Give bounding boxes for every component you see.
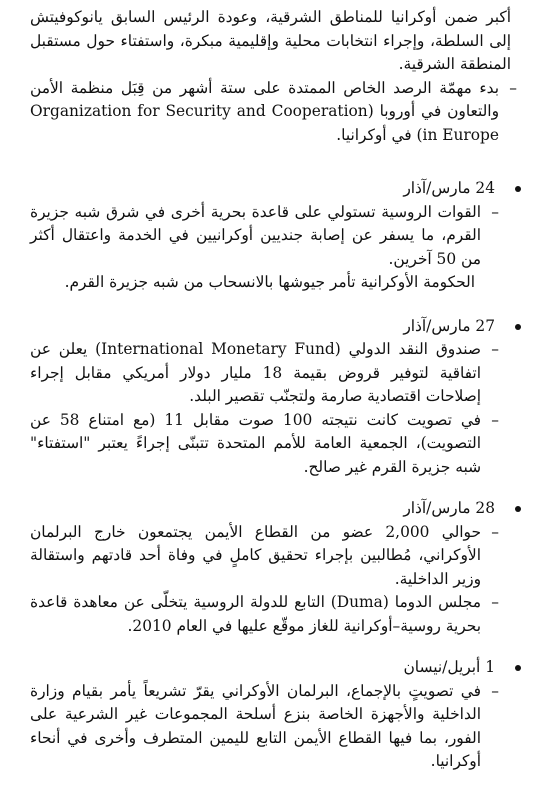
list-item — [30, 521, 499, 592]
timeline-entry — [30, 656, 517, 774]
list-item-text: في تصويت كانت نتيجته 100 صوت مقابل 11 (مع امتناع 58 عن التصويت)، الجمعية العامة للأمم المتحدة تتبنّى إجراءً يعتبر "استفتاء" شبه جزيرة القرم غير صالح. — [30, 410, 482, 476]
document-page — [30, 6, 517, 774]
list-item-text: صندوق النقد الدولي (International Monetary Fund) يعلن عن اتفاقية لتوفير قروض بقيمة 18 مليار دولار أمريكي مقابل إجراء إصلاحات اقتصادية صارمة ولتجنّب تقصير البلد. — [30, 340, 481, 405]
dash-marker: – — [491, 681, 499, 700]
list-item — [30, 591, 499, 638]
list-item-text: في تصويتٍ بالإجماع، البرلمان الأوكراني يقرّ تشريعاً يأمر بقيام وزارة الداخلية والأجهزة الخاصة بنزع أسلحة المجموعات غير الشرعية على الفور، بما فيها القطاع الأيمن التابع لليمين المتطرف وأخرى في أنحاء أوكرانيا. — [30, 681, 481, 770]
dash-marker: – — [491, 202, 499, 221]
bullet-icon — [515, 324, 521, 330]
timeline-entry — [30, 497, 517, 638]
timeline-entry — [30, 315, 517, 480]
dash-marker: – — [509, 78, 517, 97]
plain-paragraph: الحكومة الأوكرانية تأمر جيوشها بالانسحاب من شبه جزيرة القرم. — [64, 273, 475, 291]
bullet-icon — [515, 665, 521, 671]
entry-date: 1 أبريل/نيسان — [30, 656, 499, 680]
list-item-text: القوات الروسية تستولي على قاعدة بحرية أخرى في شرق شبه جزيرة القرم، ما يسفر عن إصابة جنديين أوكرانيين في الخدمة واعتقال أكثر من 50 آخرين. — [30, 202, 481, 268]
dash-marker: – — [491, 340, 499, 358]
bullet-icon — [515, 186, 521, 192]
list-item — [30, 77, 517, 148]
dash-marker: – — [491, 593, 499, 611]
entry-date: 28 مارس/آذار — [30, 497, 499, 521]
bullet-icon — [515, 506, 521, 512]
continuation-paragraph: أكبر ضمن أوكرانيا للمناطق الشرقية، وعودة الرئيس السابق يانوكوفيتش إلى السلطة، وإجراء انتخابات محلية وإقليمية مبكرة، واستفتاء حول مستقبل المنطقة الشرقية. — [30, 8, 511, 73]
timeline-entry — [30, 177, 517, 295]
list-item — [30, 680, 499, 774]
list-item — [30, 338, 499, 409]
list-item — [30, 201, 499, 272]
entry-date: 27 مارس/آذار — [30, 315, 499, 339]
list-item-text: حوالي 2,000 عضو من القطاع الأيمن يجتمعون خارج البرلمان الأوكراني، مُطالبين بإجراء تحقيق كاملٍ في وفاة أحد قادتهم واستقالة وزير الداخلية. — [30, 522, 482, 588]
dash-marker: – — [491, 522, 499, 541]
dash-marker: – — [491, 410, 499, 429]
list-item — [30, 409, 499, 480]
entry-date: 24 مارس/آذار — [30, 177, 499, 201]
list-item-text: بدء مهمّة الرصد الخاص الممتدة على ستة أشهر من قِبَل منظمة الأمن والتعاون في أوروبا (Organization for Security and Cooperation in Europe) في أوكرانيا. — [30, 78, 499, 144]
list-item-text: مجلس الدوما (Duma) التابع للدولة الروسية يتخلّى عن معاهدة قاعدة بحرية روسية–أوكرانية للغاز موقّع عليها في العام 2010. — [30, 593, 481, 635]
